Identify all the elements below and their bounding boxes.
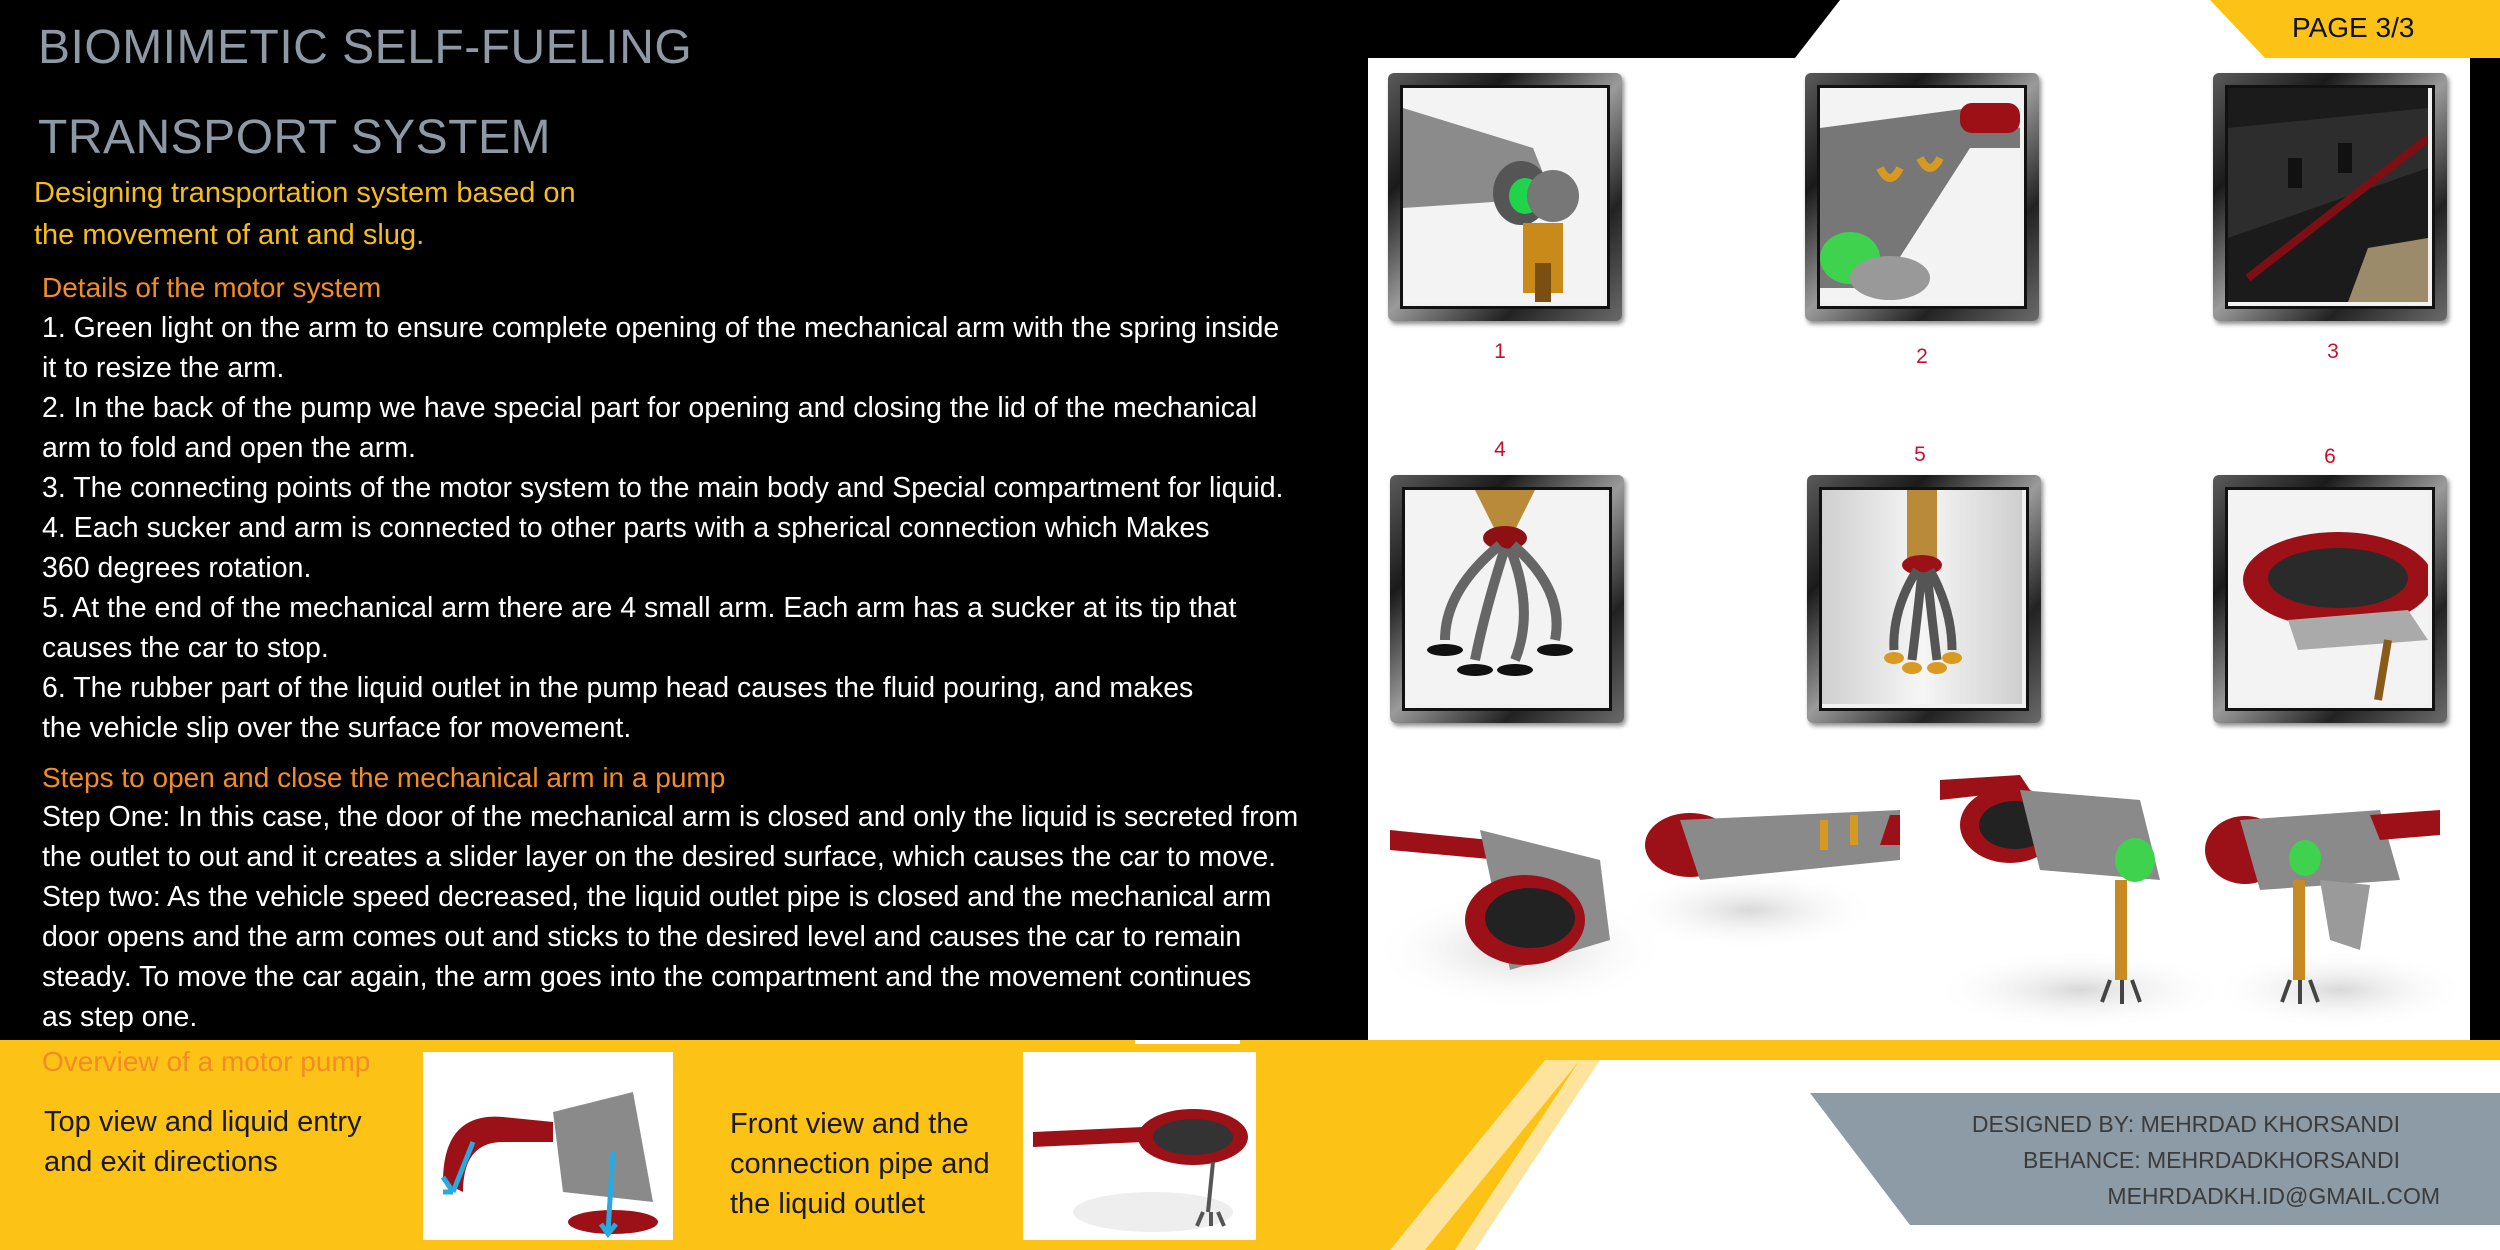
step-line: door opens and the arm comes out and sticks to the desired level and causes the car to remain [42,921,1242,953]
motor-detail-line: the vehicle slip over the surface for movement. [42,712,632,744]
step-line: Step One: In this case, the door of the mechanical arm is closed and only the liquid is secreted from [42,801,1299,833]
render-step-2 [1620,810,1900,950]
spherical-connection-render [1405,490,1605,704]
top-view-render [423,1052,673,1240]
detail-number-3: 3 [2327,340,2339,363]
arm-spring-render [1403,88,1603,302]
render-step-4 [2205,810,2470,1030]
motor-detail-line: causes the car to stop. [42,632,329,664]
motor-detail-line: 1. Green light on the arm to ensure complete opening of the mechanical arm with the spring inside [42,312,1280,344]
motor-detail-line: 5. At the end of the mechanical arm there are 4 small arm. Each arm has a sucker at its tip that [42,592,1237,624]
step-line: the outlet to out and it creates a slider layer on the desired surface, which causes the car to move. [42,841,1277,873]
detail-number-1: 1 [1494,340,1506,363]
step-line: Step two: As the vehicle speed decreased, the liquid outlet pipe is closed and the mechanical arm [42,881,1272,913]
top-view-caption-line: and exit directions [44,1146,278,1178]
pump-lid-render [1820,88,2020,302]
motor-details-heading: Details of the motor system [42,272,382,303]
detail-image-2 [1805,73,2039,321]
front-view-caption-line: the liquid outlet [730,1188,926,1220]
motor-detail-line: 2. In the back of the pump we have special part for opening and closing the lid of the mechanical [42,392,1258,424]
credits-block [1850,1106,2440,1214]
steps-list [42,797,1362,1037]
page-title-line2: TRANSPORT SYSTEM [38,111,551,164]
motor-detail-line: it to resize the arm. [42,352,285,384]
detail-number-5: 5 [1914,443,1926,466]
overview-heading: Overview of a motor pump [42,1046,371,1077]
sucker-arms-render [1822,490,2022,704]
front-view-render [1023,1052,1256,1240]
front-view-caption-line: connection pipe and [730,1148,990,1180]
step-line: steady. To move the car again, the arm goes into the compartment and the movement continues [42,961,1252,993]
top-view-caption-line: Top view and liquid entry [44,1106,362,1138]
detail-image-5 [1807,475,2041,723]
detail-number-4: 4 [1494,438,1506,461]
email-credit: MEHRDADKH.ID@GMAIL.COM [2107,1183,2440,1209]
front-view-image [1023,1052,1256,1240]
render-step-3 [1930,775,2230,1030]
motor-details-list [42,308,1362,748]
behance-credit: BEHANCE: MEHRDADKHORSANDI [2023,1147,2400,1173]
motor-detail-line: 360 degrees rotation. [42,552,312,584]
motor-pump-sequence-renders [1380,770,2470,1035]
motor-detail-line: arm to fold and open the arm. [42,432,416,464]
step-line: as step one. [42,1001,198,1033]
detail-number-2: 2 [1916,345,1928,368]
steps-heading: Steps to open and close the mechanical arm in a pump [42,762,726,793]
detail-image-1 [1388,73,1622,321]
detail-image-3 [2213,73,2447,321]
top-view-image [423,1052,673,1240]
motor-detail-line: 6. The rubber part of the liquid outlet in the pump head causes the fluid pouring, and makes [42,672,1194,704]
connection-points-render [2228,88,2428,302]
subtitle-line2: the movement of ant and slug. [34,219,425,251]
motor-detail-line: 3. The connecting points of the motor system to the main body and Special compartment for liquid. [42,472,1284,504]
designer-credit: DESIGNED BY: MEHRDAD KHORSANDI [1971,1111,2400,1137]
liquid-outlet-render [2228,490,2428,704]
top-view-caption [44,1102,362,1182]
page-label: PAGE 3/3 [2292,12,2415,43]
detail-image-4 [1390,475,1624,723]
subtitle-line1: Designing transportation system based on [34,177,576,209]
detail-image-6 [2213,475,2447,723]
front-view-caption [730,1104,990,1224]
motor-detail-line: 4. Each sucker and arm is connected to other parts with a spherical connection which Makes [42,512,1210,544]
detail-number-6: 6 [2324,445,2336,468]
page-title-line1: BIOMIMETIC SELF-FUELING [38,21,693,74]
front-view-caption-line: Front view and the [730,1108,969,1140]
